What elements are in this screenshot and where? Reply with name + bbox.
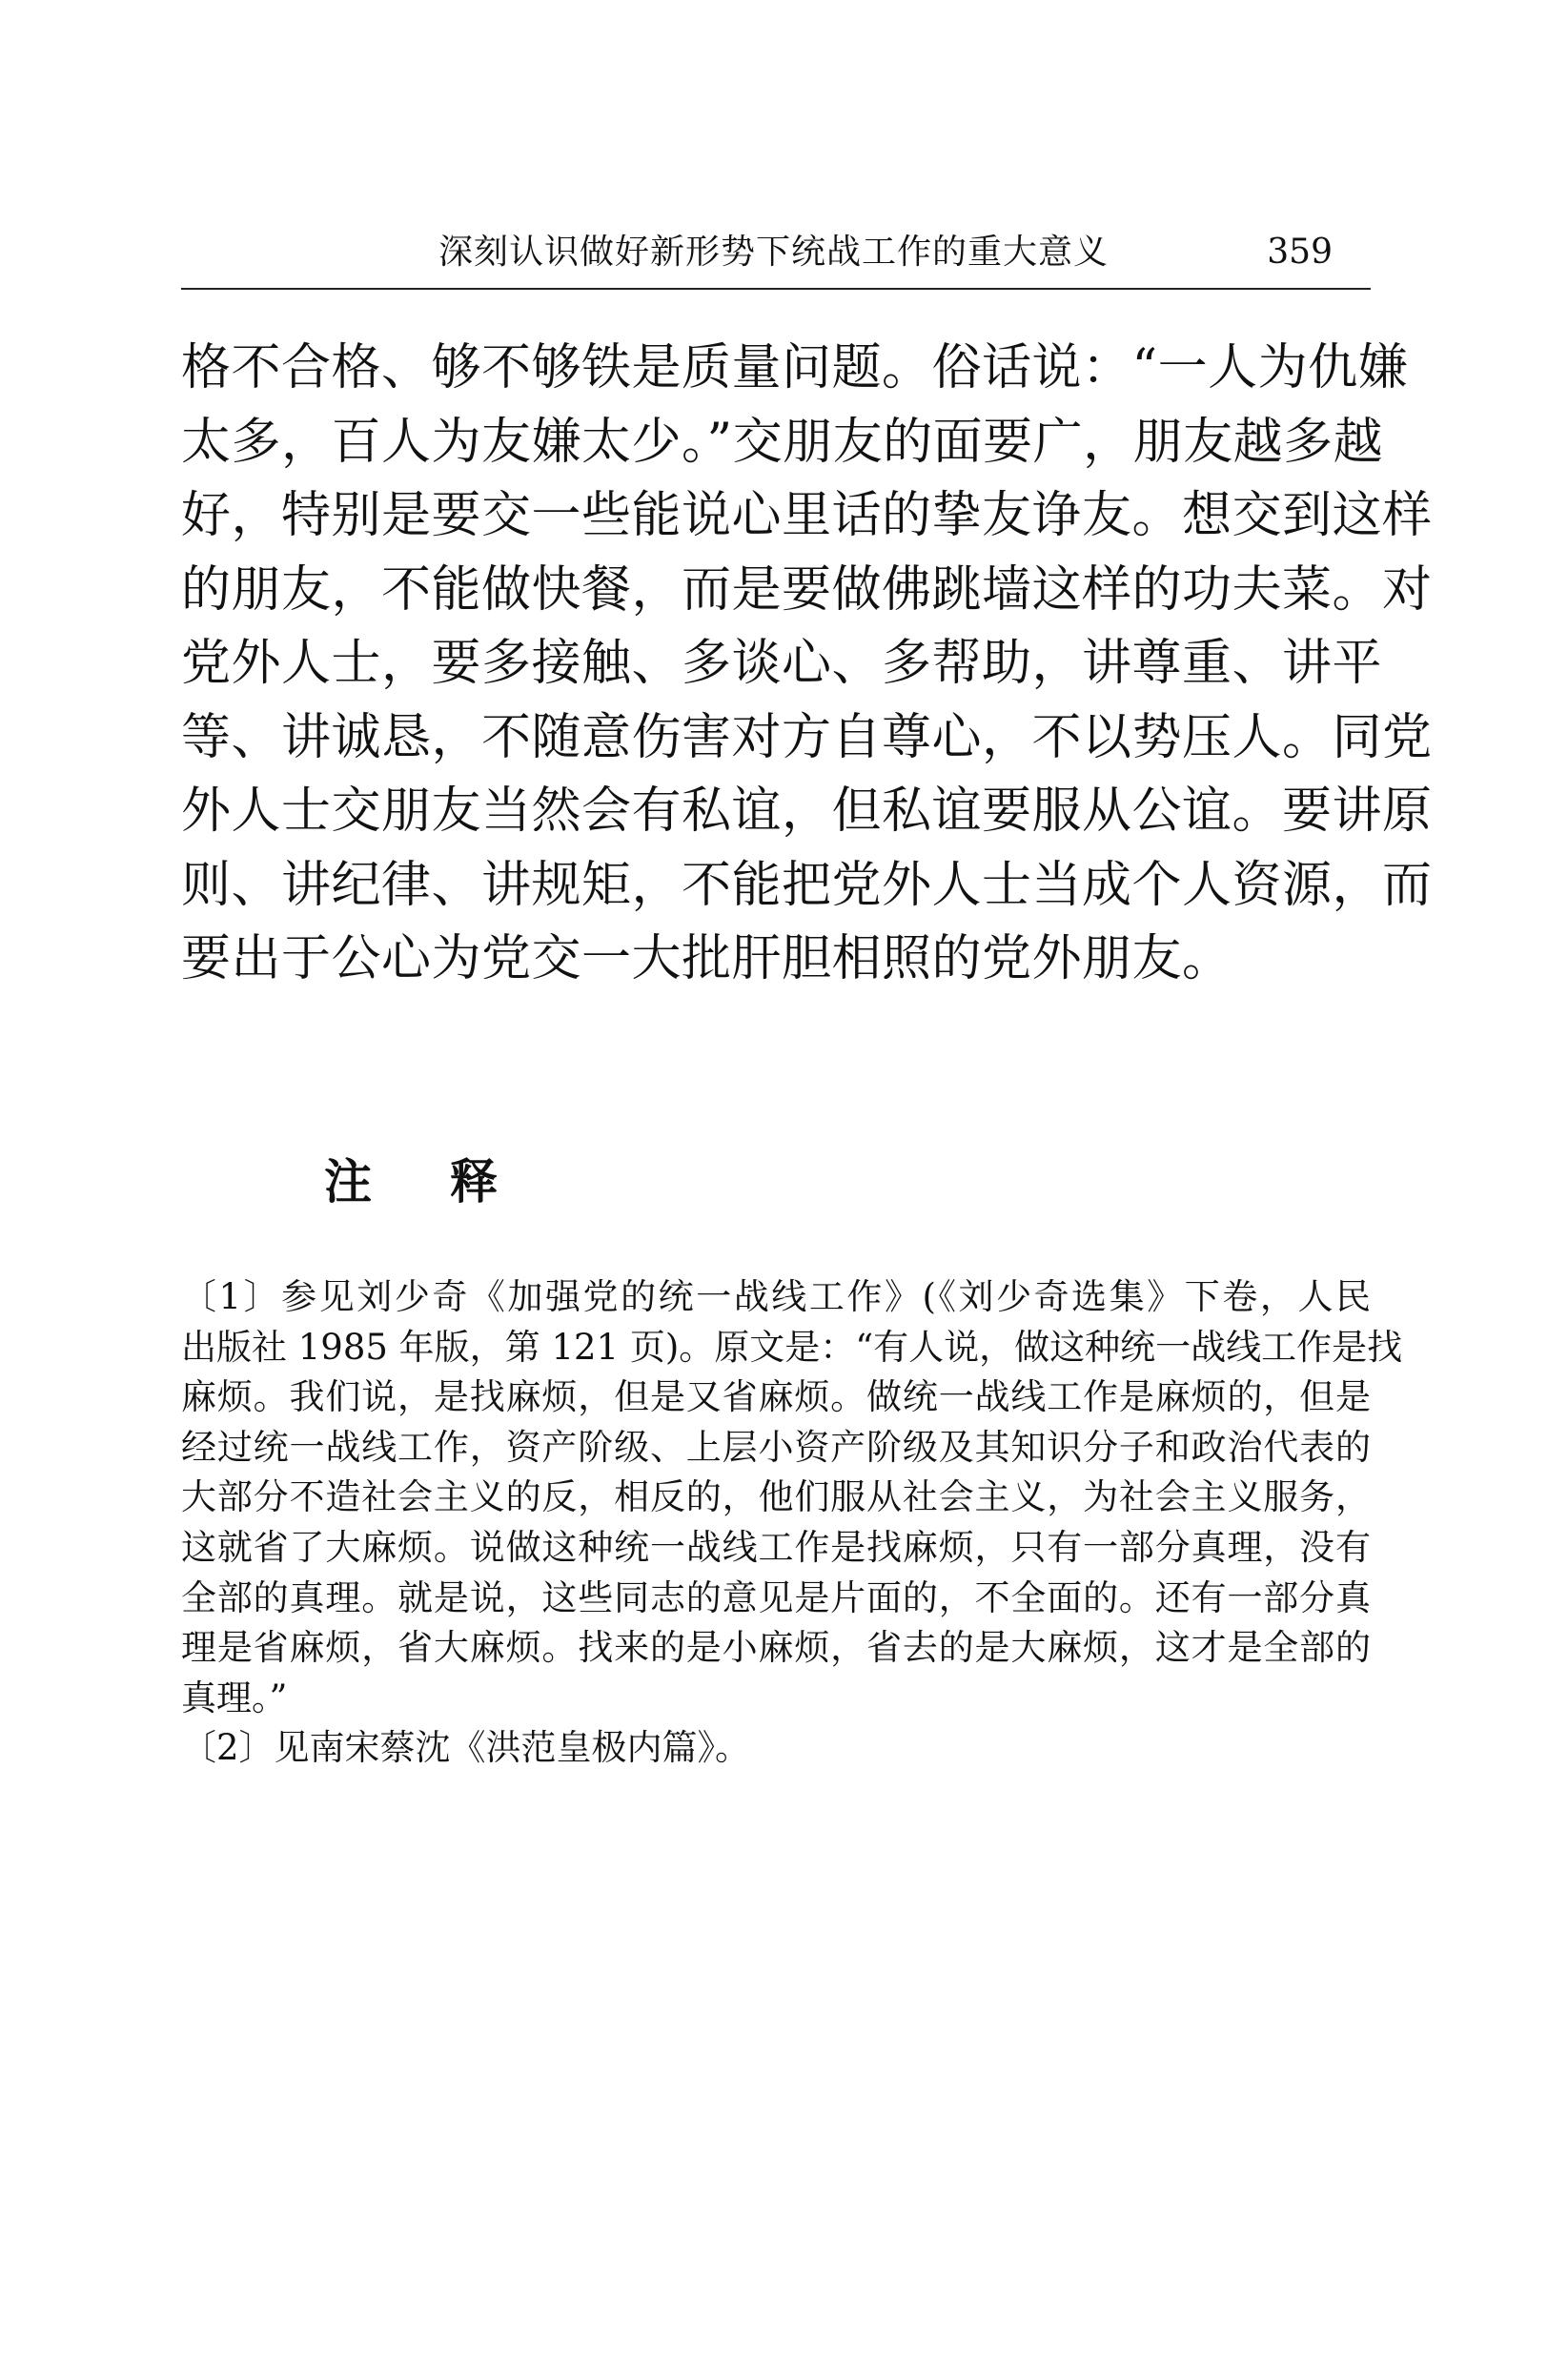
notes-heading-char: 注 [324,1154,372,1209]
body-line: 格不合格、够不够铁是质量问题。俗话说：“一人为仇嫌 [181,339,1409,396]
body-line: 党外人士，要多接触、多谈心、多帮助，讲尊重、讲平 [181,635,1383,692]
note-line: 经过统一战线工作，资产阶级、上层小资产阶级及其知识分子和政治代表的 [181,1426,1371,1468]
page-header [181,219,1371,290]
body-line: 好，特别是要交一些能说心里话的挚友诤友。想交到这样 [181,487,1433,544]
body-line: 外人士交朋友当然会有私谊，但私谊要服从公谊。要讲原 [181,783,1433,840]
running-title: 深刻认识做好新形势下统战工作的重大意义 [438,233,1110,272]
note-line: 这就省了大麻烦。说做这种统一战线工作是找麻烦，只有一部分真理，没有 [181,1526,1371,1568]
note-line: 真理。” [181,1677,288,1718]
body-paragraph [181,332,1433,997]
notes-heading [324,1149,498,1215]
page-number: 359 [1267,233,1333,272]
body-line: 则、讲纪律、讲规矩，不能把党外人士当成个人资源，而 [181,856,1433,914]
body-line: 的朋友，不能做快餐，而是要做佛跳墙这样的功夫菜。对 [181,560,1433,619]
body-line: 等、讲诚恳，不随意伤害对方自尊心，不以势压人。同党 [181,708,1433,766]
note-line: 全部的真理。就是说，这些同志的意见是片面的，不全面的。还有一部分真 [181,1576,1371,1618]
note-line: 〔2〕见南宋蔡沈《洪范皇极内篇》。 [181,1727,751,1769]
note-line: 理是省麻烦，省大麻烦。找来的是小麻烦，省去的是大麻烦，这才是全部的 [181,1627,1371,1669]
body-line: 要出于公心为党交一大批肝胆相照的党外朋友。 [181,930,1232,987]
notes-list [181,1272,1403,1774]
notes-heading-char: 释 [450,1154,498,1209]
note-line: 出版社 1985 年版，第 121 页)。原文是：“有人说，做这种统一战线工作是找 [181,1326,1403,1368]
note-line: 大部分不造社会主义的反，相反的，他们服从社会主义，为社会主义服务， [181,1476,1371,1518]
note-line: 麻烦。我们说，是找麻烦，但是又省麻烦。做统一战线工作是麻烦的，但是 [181,1376,1371,1418]
note-line: 〔1〕参见刘少奇《加强党的统一战线工作》(《刘少奇选集》下卷，人民 [181,1276,1371,1317]
body-line: 太多，百人为友嫌太少。”交朋友的面要广，朋友越多越 [181,413,1384,471]
